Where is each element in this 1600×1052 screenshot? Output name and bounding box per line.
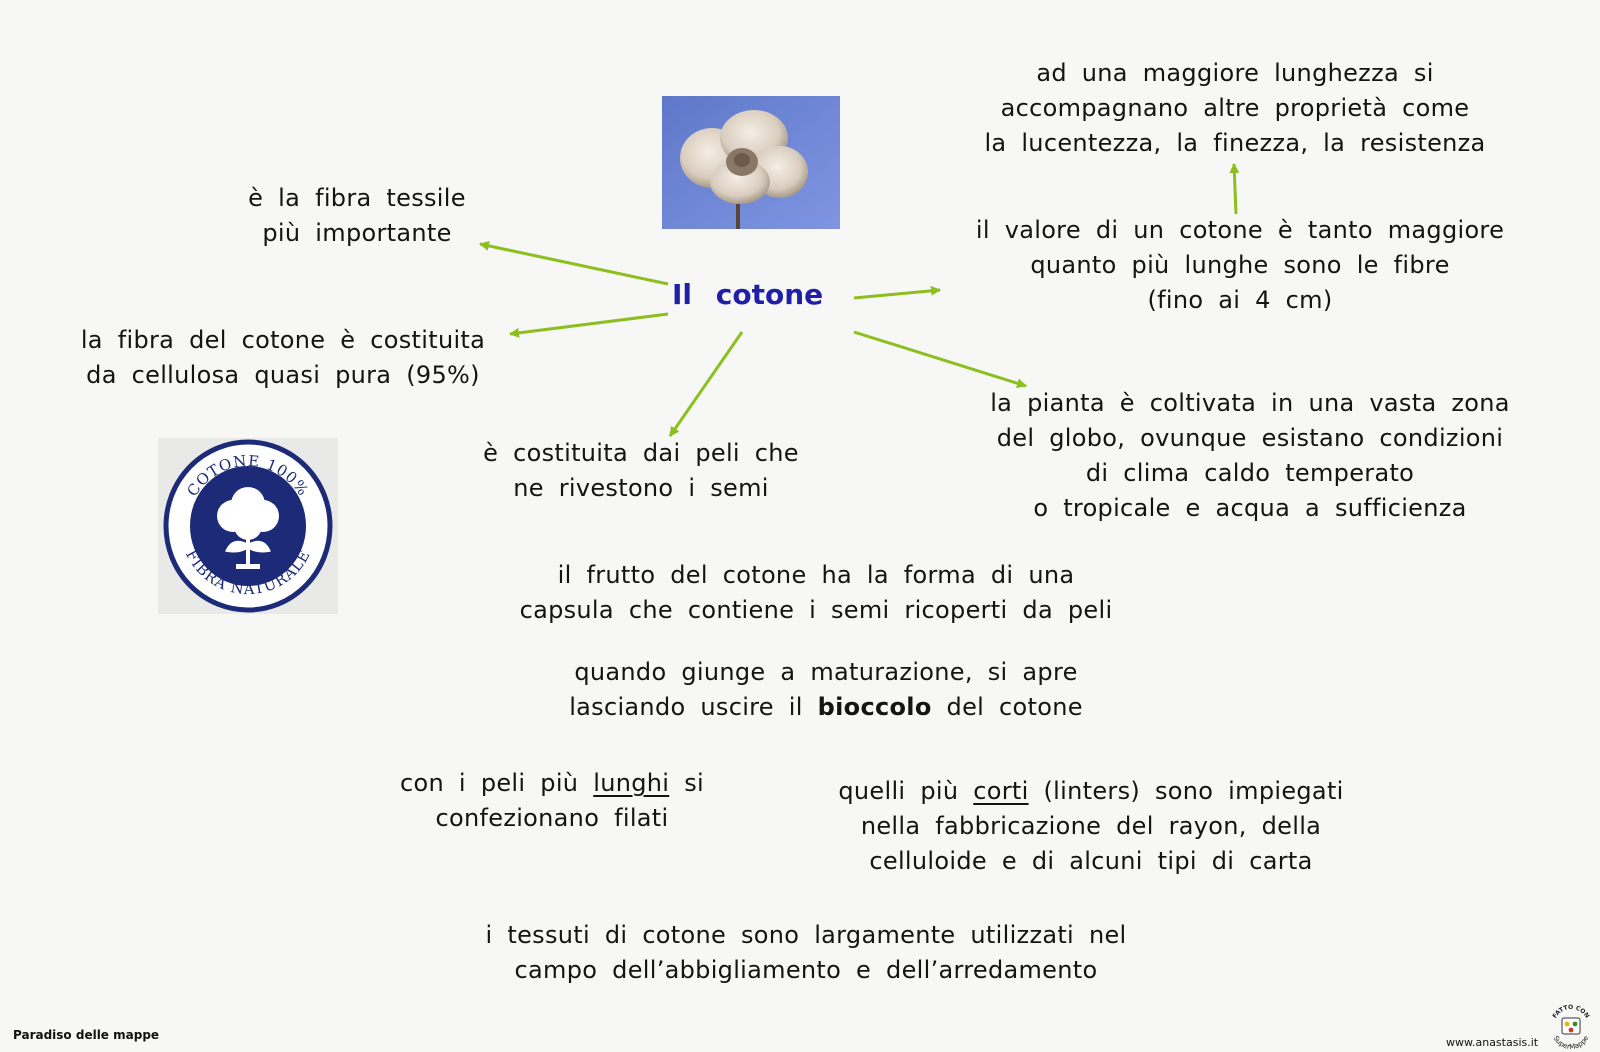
- node-fibra-tessile: è la fibra tessile più importante: [248, 184, 466, 247]
- footer-url[interactable]: www.anastasis.it: [1446, 1036, 1539, 1049]
- footer-brand: Paradiso delle mappe: [13, 1028, 160, 1042]
- cotone-100-label: [158, 438, 338, 614]
- cotone-100-seal: [158, 438, 338, 614]
- node-maturazione: quando giunge a maturazione, si apre lasciando uscire il bioccolo del cotone: [569, 658, 1083, 721]
- node-lunghi: con i peli più lunghi si confezionano filati: [400, 769, 704, 832]
- svg-text:SuperMappe: [1552, 1034, 1591, 1051]
- node-cellulosa: la fibra del cotone è costituita da cellulosa quasi pura (95%): [80, 326, 486, 389]
- logo-top-text: FATTO CON: [1551, 1004, 1591, 1020]
- seal-bottom-text: FIBRA NATURALE: [181, 546, 315, 599]
- arrow-to-fibra-tessile: [480, 244, 668, 284]
- node-pianta: la pianta è coltivata in una vasta zona del globo, ovunque esistano condizioni di clima caldo temperato o tropicale e acqua a sufficienza: [990, 389, 1510, 522]
- corti-term: corti: [973, 777, 1029, 805]
- arrow-to-valore: [854, 290, 940, 298]
- node-frutto: il frutto del cotone ha la forma di una capsula che contiene i semi ricoperti da peli: [519, 561, 1113, 624]
- arrow-to-lunghezza: [1234, 164, 1236, 214]
- arrow-to-peli: [670, 332, 742, 436]
- lunghi-term: lunghi: [593, 769, 670, 797]
- arrow-to-cellulosa: [510, 314, 668, 334]
- center-topic: Il cotone: [672, 278, 824, 311]
- arrow-to-pianta: [854, 332, 1026, 386]
- seal-top-text: COTONE 100%: [183, 451, 313, 500]
- node-valore: il valore di un cotone è tanto maggiore quanto più lunghe sono le fibre (fino ai 4 cm): [975, 216, 1505, 314]
- logo-bottom-text: SuperMappe: [1551, 1034, 1591, 1052]
- svg-text:FATTO CON: [1551, 1004, 1590, 1020]
- supermappe-logo-icon: [1548, 1004, 1594, 1052]
- cotton-boll-photo: [662, 96, 840, 229]
- node-tessuti: i tessuti di cotone sono largamente utilizzati nel campo dell’abbigliamento e dell’arredamento: [485, 921, 1127, 984]
- bioccolo-term: bioccolo: [817, 693, 932, 721]
- node-lunghezza: ad una maggiore lunghezza si accompagnano altre proprietà come la lucentezza, la finezza, la resistenza: [984, 59, 1486, 157]
- node-corti: quelli più corti (linters) sono impiegati nella fabbricazione del rayon, della celluloide e di alcuni tipi di carta: [838, 777, 1344, 875]
- node-peli: è costituita dai peli che ne rivestono i semi: [483, 439, 799, 502]
